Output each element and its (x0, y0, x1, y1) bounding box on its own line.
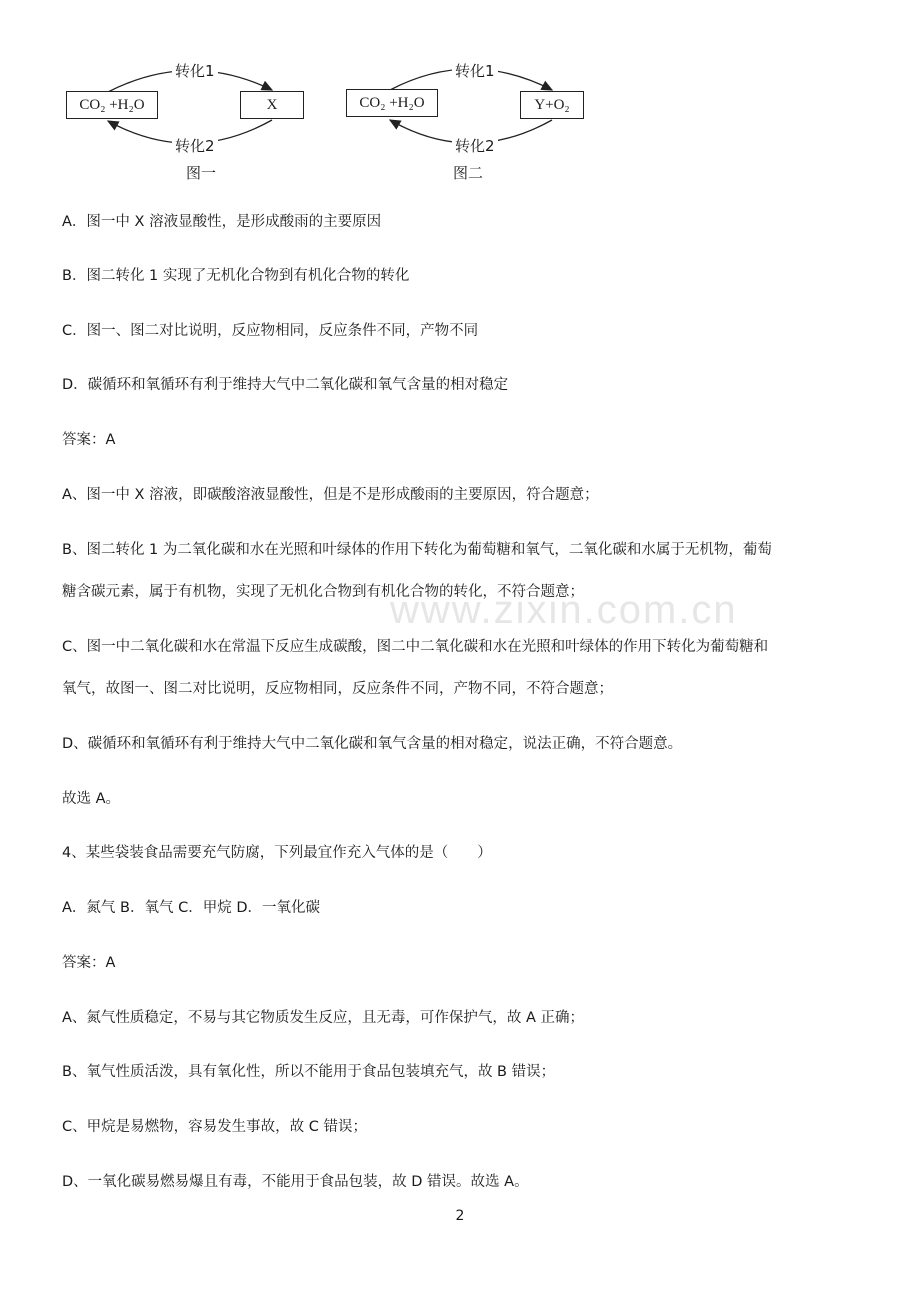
fig2-caption: 图二 (453, 164, 484, 182)
fig1-bottom-label: 转化2 (172, 137, 218, 155)
option-a: A．图一中 X 溶液显酸性，是形成酸雨的主要原因 (62, 214, 382, 230)
fig2-top-label: 转化1 (452, 62, 498, 80)
fig1-left-box: CO₂ +H₂O (66, 91, 158, 119)
option-b: B．图二转化 1 实现了无机化合物到有机化合物的转化 (62, 268, 410, 284)
answer-4: 答案：A (62, 955, 116, 971)
question-4: 4、某些袋装食品需要充气防腐，下列最宜作充入气体的是（ ） (62, 845, 492, 861)
q4-explanation-c: C、甲烷是易燃物，容易发生事故，故 C 错误； (62, 1119, 367, 1135)
question-4-options: A．氮气 B．氧气 C．甲烷 D．一氧化碳 (62, 900, 320, 916)
figures-area (0, 0, 920, 200)
page-number: 2 (455, 1208, 465, 1224)
fig2-bottom-label: 转化2 (452, 137, 498, 155)
fig1-top-label: 转化1 (172, 62, 218, 80)
explanation-c-line1: C、图一中二氧化碳和水在常温下反应生成碳酸，图二中二氧化碳和水在光照和叶绿体的作用下转化为葡萄糖和 (62, 639, 769, 655)
q4-explanation-d: D、一氧化碳易燃易爆且有毒，不能用于食品包装，故 D 错误。故选 A。 (62, 1174, 529, 1190)
explanation-b-line1: B、图二转化 1 为二氧化碳和水在光照和叶绿体的作用下转化为葡萄糖和氧气，二氧化碳和水属于无机物，葡萄 (62, 542, 772, 558)
q4-explanation-a: A、氮气性质稳定，不易与其它物质发生反应，且无毒，可作保护气，故 A 正确； (62, 1010, 585, 1026)
explanation-b-line2: 糖含碳元素，属于有机物，实现了无机化合物到有机化合物的转化，不符合题意； (62, 584, 584, 600)
fig1-right-box: X (240, 91, 304, 119)
conclusion: 故选 A。 (62, 791, 121, 807)
fig2-right-box: Y+O₂ (520, 91, 584, 119)
option-c: C．图一、图二对比说明，反应物相同，反应条件不同，产物不同 (62, 323, 479, 339)
watermark: www.zixin.com.cn (390, 588, 738, 632)
fig2-left-box: CO₂ +H₂O (346, 89, 438, 117)
explanation-c-line2: 氧气，故图一、图二对比说明，反应物相同，反应条件不同，产物不同，不符合题意； (62, 681, 613, 697)
answer: 答案：A (62, 432, 116, 448)
q4-explanation-b: B、氧气性质活泼，具有氧化性，所以不能用于食品包装填充气，故 B 错误； (62, 1064, 556, 1080)
explanation-d: D、碳循环和氧循环有利于维持大气中二氧化碳和氧气含量的相对稳定，说法正确，不符合题意。 (62, 736, 683, 752)
explanation-a: A、图一中 X 溶液，即碳酸溶液显酸性，但是不是形成酸雨的主要原因，符合题意； (62, 487, 599, 503)
fig1-caption: 图一 (186, 164, 217, 182)
option-d: D．碳循环和氧循环有利于维持大气中二氧化碳和氧气含量的相对稳定 (62, 377, 509, 393)
